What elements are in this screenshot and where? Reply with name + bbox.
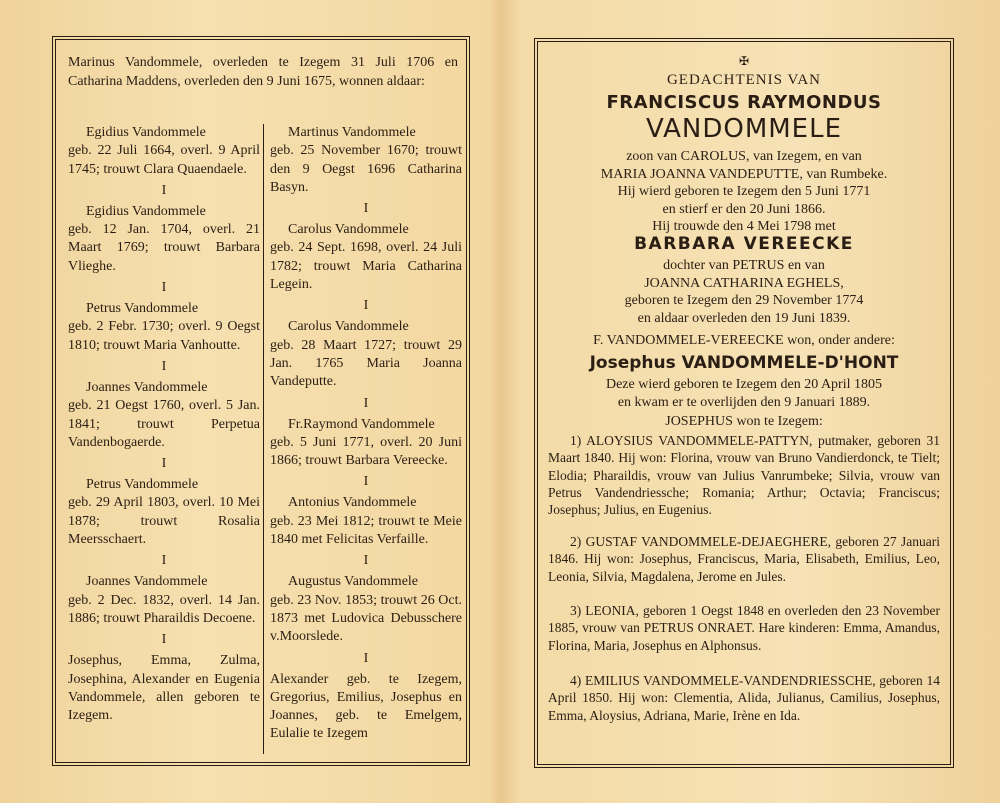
grandchild-entry: 4) EMILIUS VANDOMMELE-VANDENDRIESSCHE, geboren 14 April 1850. Hij won: Clementia, Alida, Julianus, Camilius, Josephus, Emma, Aloysius, Adriana, Marie, Irène en Ida. bbox=[548, 673, 940, 723]
deceased-first-names: FRANCISCUS RAYMONDUS bbox=[606, 92, 882, 113]
generation-separator: I bbox=[363, 201, 369, 217]
memorial-heading: GEDACHTENIS VAN bbox=[666, 72, 822, 88]
generation-separator: I bbox=[363, 395, 369, 411]
cross-icon: ✠ bbox=[738, 54, 750, 68]
generation-separator: I bbox=[161, 280, 167, 296]
grandchild-entry: 3) LEONIA, geboren 1 Oegst 1848 en overleden den 23 November 1885, vrouw van PETRUS ONRAET. Hare kinderen: Emma, Amandus, Florina, Maria, Josephus en Alphonsus. bbox=[548, 603, 940, 653]
generation-separator: I bbox=[161, 553, 167, 569]
generation-separator: I bbox=[363, 474, 369, 490]
descendants-entry: Alexander geb. te Izegem, Gregorius, Emilius, Josephus en Joannes, geb. te Emelgem, Eulalie te Izegem bbox=[270, 671, 462, 742]
generation-separator: I bbox=[363, 650, 369, 666]
ancestor-entry: Augustus Vandommele geb. 23 Nov. 1853; trouwt 26 Oct. 1873 met Ludovica Debusschere v.Moorslede. bbox=[270, 574, 462, 645]
children-intro: F. VANDOMMELE-VEREECKE won, onder andere: bbox=[593, 333, 895, 348]
grandchild-entry: 2) GUSTAF VANDOMMELE-DEJAEGHERE, geboren 27 Januari 1846. Hij won: Josephus, Franciscus, Maria, Elisabeth, Emilius, Leo, Leonia, Silvia, Magdalena, Jerome en Jules. bbox=[548, 534, 940, 584]
spouse-details: dochter van PETRUS en van JOANNA CATHARINA EGHELS, geboren te Izegem den 29 November 1774 en aldaar overleden den 19 Juni 1839. bbox=[624, 258, 864, 326]
grandchild-entry: 1) ALOYSIUS VANDOMMELE-PATTYN, putmaker, geboren 31 Maart 1840. Hij won: Florina, vrouw van Bruno Vandierdonck, te Tielt; Elodia; Pharaildis, vrouw van Julius Vanrumbeke; Silvia, vrouw van Petrus Vandendriessche; Romania; Arthur; Octavia; Franciscus; Josephus; Julius, en Eugenius. bbox=[548, 433, 940, 518]
generation-separator: I bbox=[363, 553, 369, 569]
left-page bbox=[0, 0, 498, 803]
ancestor-entry: Petrus Vandommele geb. 29 April 1803, overl. 10 Mei 1878; trouwt Rosalia Meersschaert. bbox=[68, 477, 260, 548]
memorial-frame bbox=[534, 38, 954, 768]
ancestor-entry: Carolus Vandommele geb. 24 Sept. 1698, overl. 24 Juli 1782; trouwt Maria Catharina Legein. bbox=[270, 222, 462, 293]
son-name: Josephus VANDOMMELE-D'HONT bbox=[589, 353, 899, 373]
generation-separator: I bbox=[161, 632, 167, 648]
generation-separator: I bbox=[161, 182, 167, 198]
ancestor-entry: Carolus Vandommele geb. 28 Maart 1727; trouwt 29 Jan. 1765 Maria Joanna Vandeputte. bbox=[270, 319, 462, 390]
genealogy-frame bbox=[52, 36, 470, 766]
ancestor-entry: Antonius Vandommele geb. 23 Mei 1812; trouwt te Meie 1840 met Felicitas Verfaille. bbox=[270, 495, 462, 548]
genealogy-column-left bbox=[68, 124, 260, 725]
ancestor-entry: Egidius Vandommele geb. 12 Jan. 1704, overl. 21 Maart 1769; trouwt Barbara Vlieghe. bbox=[68, 203, 260, 274]
generation-separator: I bbox=[161, 456, 167, 472]
ancestor-entry: Petrus Vandommele geb. 2 Febr. 1730; overl. 9 Oegst 1810; trouwt Maria Vanhoutte. bbox=[68, 301, 260, 353]
descendants-entry: Josephus, Emma, Zulma, Josephina, Alexander en Eugenia Vandommele, allen geboren te Izegem. bbox=[68, 653, 260, 724]
son-details: Deze wierd geboren te Izegem den 20 April 1805 en kwam er te overlijden den 9 Januari 1889. bbox=[605, 377, 882, 410]
deceased-surname: VANDOMMELE bbox=[645, 114, 843, 144]
ancestor-entry: Joannes Vandommele geb. 2 Dec. 1832, overl. 14 Jan. 1886; trouwt Pharaildis Decoene. bbox=[68, 574, 260, 626]
grandchildren-intro: JOSEPHUS won te Izegem: bbox=[665, 414, 823, 429]
parentage-text: zoon van CAROLUS, van Izegem, en van MARIA JOANNA VANDEPUTTE, van Rumbeke. Hij wierd geboren te Izegem den 5 Juni 1771 en stierf er den 20 Juni 1866. Hij trouwde den 4 Mei 1798 met bbox=[600, 149, 888, 234]
generation-separator: I bbox=[363, 298, 369, 314]
intro-text: Marinus Vandommele, overleden te Izegem 31 Juli 1706 en Catharina Maddens, overleden den 9 Juni 1675, wonnen aldaar: bbox=[68, 55, 458, 89]
ancestor-entry: Joannes Vandommele geb. 21 Oegst 1760, overl. 5 Jan. 1841; trouwt Perpetua Vandenbogaerde. bbox=[68, 379, 260, 450]
ancestor-entry: Egidius Vandommele geb. 22 Juli 1664, overl. 9 April 1745; trouwt Clara Quaendaele. bbox=[68, 125, 260, 177]
genealogy-column-right bbox=[270, 124, 462, 744]
ancestor-entry: Fr.Raymond Vandommele geb. 5 Juni 1771, overl. 20 Juni 1866; trouwt Barbara Vereecke. bbox=[270, 416, 462, 469]
right-page bbox=[502, 0, 1000, 803]
ancestor-entry: Martinus Vandommele geb. 25 November 1670; trouwt den 9 Oegst 1696 Catharina Basyn. bbox=[270, 125, 462, 195]
column-divider bbox=[263, 124, 264, 754]
spouse-name: BARBARA VEREECKE bbox=[634, 234, 854, 254]
generation-separator: I bbox=[161, 358, 167, 374]
